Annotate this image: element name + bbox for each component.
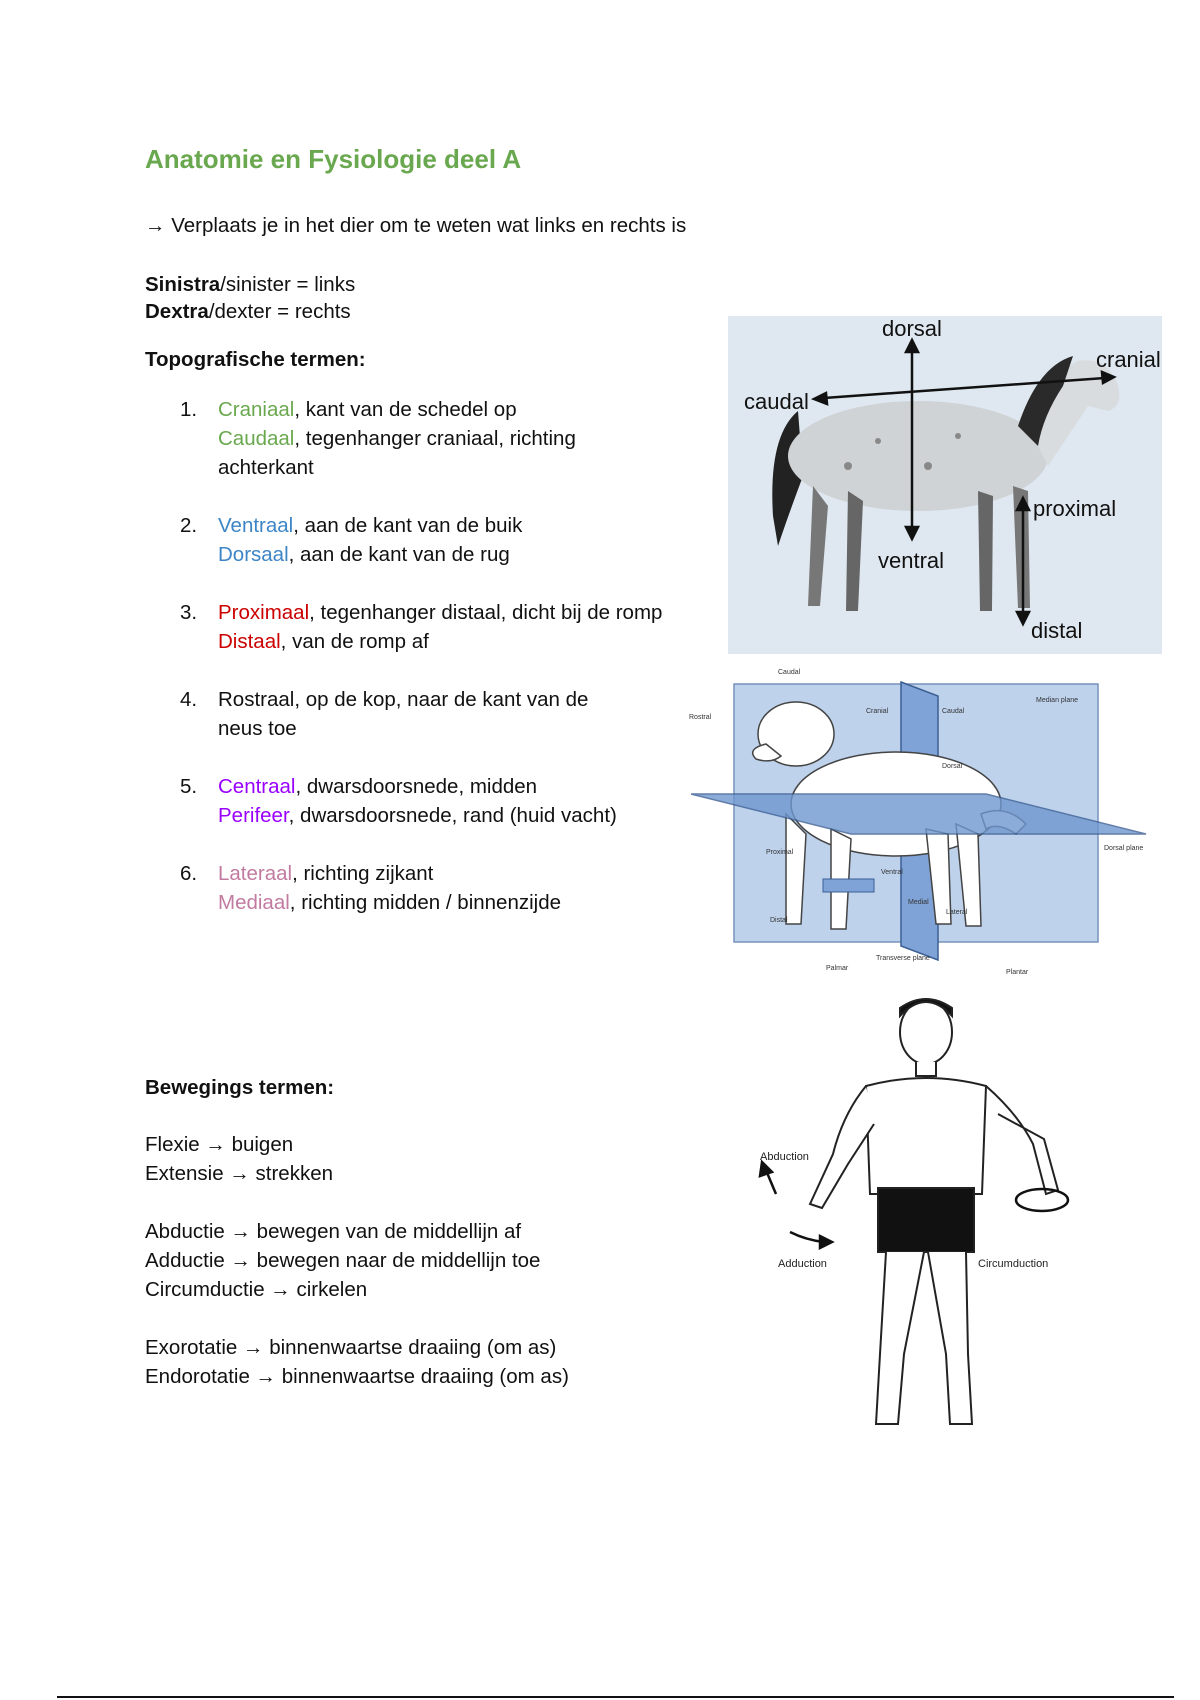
human-illustration <box>810 999 1058 1424</box>
term-def: , tegenhanger craniaal, richting <box>294 427 576 450</box>
movement-heading: Bewegings termen: <box>145 1076 335 1099</box>
dextra-line <box>145 298 355 325</box>
label-dorsal: dorsal <box>882 316 942 341</box>
dog-planes-figure <box>686 664 1152 982</box>
left-right-terms <box>145 271 355 325</box>
term-def: , dwarsdoorsnede, rand (huid vacht) <box>288 804 617 827</box>
movement-list <box>145 1130 569 1391</box>
item-number: 5. <box>180 775 198 798</box>
term-rostraal: Rostraal, op de kop, naar de kant van de <box>218 688 589 711</box>
sinistra-def: /sinister = links <box>220 273 356 296</box>
dog-label-palmar: Palmar <box>826 965 849 972</box>
term-lateraal: Lateraal <box>218 862 293 885</box>
term-def: , aan de kant van de buik <box>293 514 523 537</box>
footer-divider <box>57 1696 1174 1698</box>
dog-label-proximal: Proximal <box>766 849 794 856</box>
move-item: Abductie → bewegen van de middellijn af <box>145 1220 522 1243</box>
dog-label-ventral: Ventral <box>881 869 903 876</box>
term-mediaal: Mediaal <box>218 891 290 914</box>
label-adduction: Adduction <box>778 1258 827 1270</box>
human-movement-figure <box>748 994 1090 1440</box>
dog-label-dorsal-plane: Dorsal plane <box>1104 845 1144 852</box>
page-title: Anatomie en Fysiologie deel A <box>145 144 522 174</box>
move-item: Flexie → buigen <box>145 1133 294 1156</box>
move-item: Endorotatie → binnenwaartse draaiing (om as) <box>145 1365 569 1388</box>
intro-text: → Verplaats je in het dier om te weten wat links en rechts is <box>145 214 687 237</box>
term-def: , dwarsdoorsnede, midden <box>295 775 538 798</box>
dog-label-transverse: Transverse plane <box>876 955 930 962</box>
topo-heading: Topografische termen: <box>145 348 366 371</box>
label-cranial: cranial <box>1096 347 1161 372</box>
dextra-term: Dextra <box>145 300 209 323</box>
label-ventral: ventral <box>878 548 945 573</box>
sinistra-line <box>145 271 355 298</box>
term-def-cont: neus toe <box>218 717 297 740</box>
label-proximal: proximal <box>1033 496 1117 521</box>
dog-label-caudal: Caudal <box>942 708 965 715</box>
move-item: Circumductie → cirkelen <box>145 1278 368 1301</box>
term-proximaal: Proximaal <box>218 601 310 624</box>
dog-label-lateral: Lateral <box>946 909 968 916</box>
list-item <box>180 395 662 482</box>
term-craniaal: Craniaal <box>218 398 295 421</box>
list-item <box>180 511 662 569</box>
item-number: 4. <box>180 688 198 711</box>
term-distaal: Distaal <box>218 630 281 653</box>
list-item <box>180 685 662 743</box>
dog-label-distal: Distal <box>770 917 788 924</box>
term-def: , richting midden / binnenzijde <box>289 891 562 914</box>
item-number: 1. <box>180 398 198 421</box>
term-def: , aan de kant van de rug <box>288 543 510 566</box>
item-number: 3. <box>180 601 198 624</box>
term-centraal: Centraal <box>218 775 296 798</box>
term-def: , kant van de schedel op <box>294 398 517 421</box>
list-item <box>180 859 662 917</box>
term-def: , van de romp af <box>280 630 429 653</box>
item-number: 6. <box>180 862 198 885</box>
label-abduction: Abduction <box>760 1151 809 1163</box>
dog-label-medial: Medial <box>908 899 929 906</box>
list-item <box>180 772 662 830</box>
term-caudaal: Caudaal <box>218 427 295 450</box>
dog-label-cranial: Cranial <box>866 708 889 715</box>
dog-label-dorsal: Dorsal <box>942 763 963 770</box>
dextra-def: /dexter = rechts <box>208 300 351 323</box>
move-item: Exorotatie → binnenwaartse draaiing (om as) <box>145 1336 557 1359</box>
term-dorsaal: Dorsaal <box>218 543 289 566</box>
topo-list <box>180 395 662 917</box>
dog-label-plantar: Plantar <box>1006 969 1029 976</box>
term-def: , tegenhanger distaal, dicht bij de romp <box>309 601 663 624</box>
term-def: , richting zijkant <box>292 862 434 885</box>
term-def-cont: achterkant <box>218 456 314 479</box>
list-item <box>180 598 662 656</box>
term-perifeer: Perifeer <box>218 804 289 827</box>
dog-label-rostral: Rostral <box>689 714 712 721</box>
label-circumduction: Circumduction <box>978 1258 1049 1270</box>
transverse-plane-limb <box>823 879 874 892</box>
move-item: Extensie → strekken <box>145 1162 333 1185</box>
dog-label-caudal-top: Caudal <box>778 669 801 676</box>
term-ventraal: Ventraal <box>218 514 294 537</box>
horse-directions-figure <box>728 316 1162 654</box>
label-distal: distal <box>1031 618 1083 643</box>
item-number: 2. <box>180 514 198 537</box>
dog-label-median-plane: Median plane <box>1036 697 1079 704</box>
label-caudal: caudal <box>744 389 809 414</box>
move-item: Adductie → bewegen naar de middellijn toe <box>145 1249 541 1272</box>
sinistra-term: Sinistra <box>145 273 221 296</box>
